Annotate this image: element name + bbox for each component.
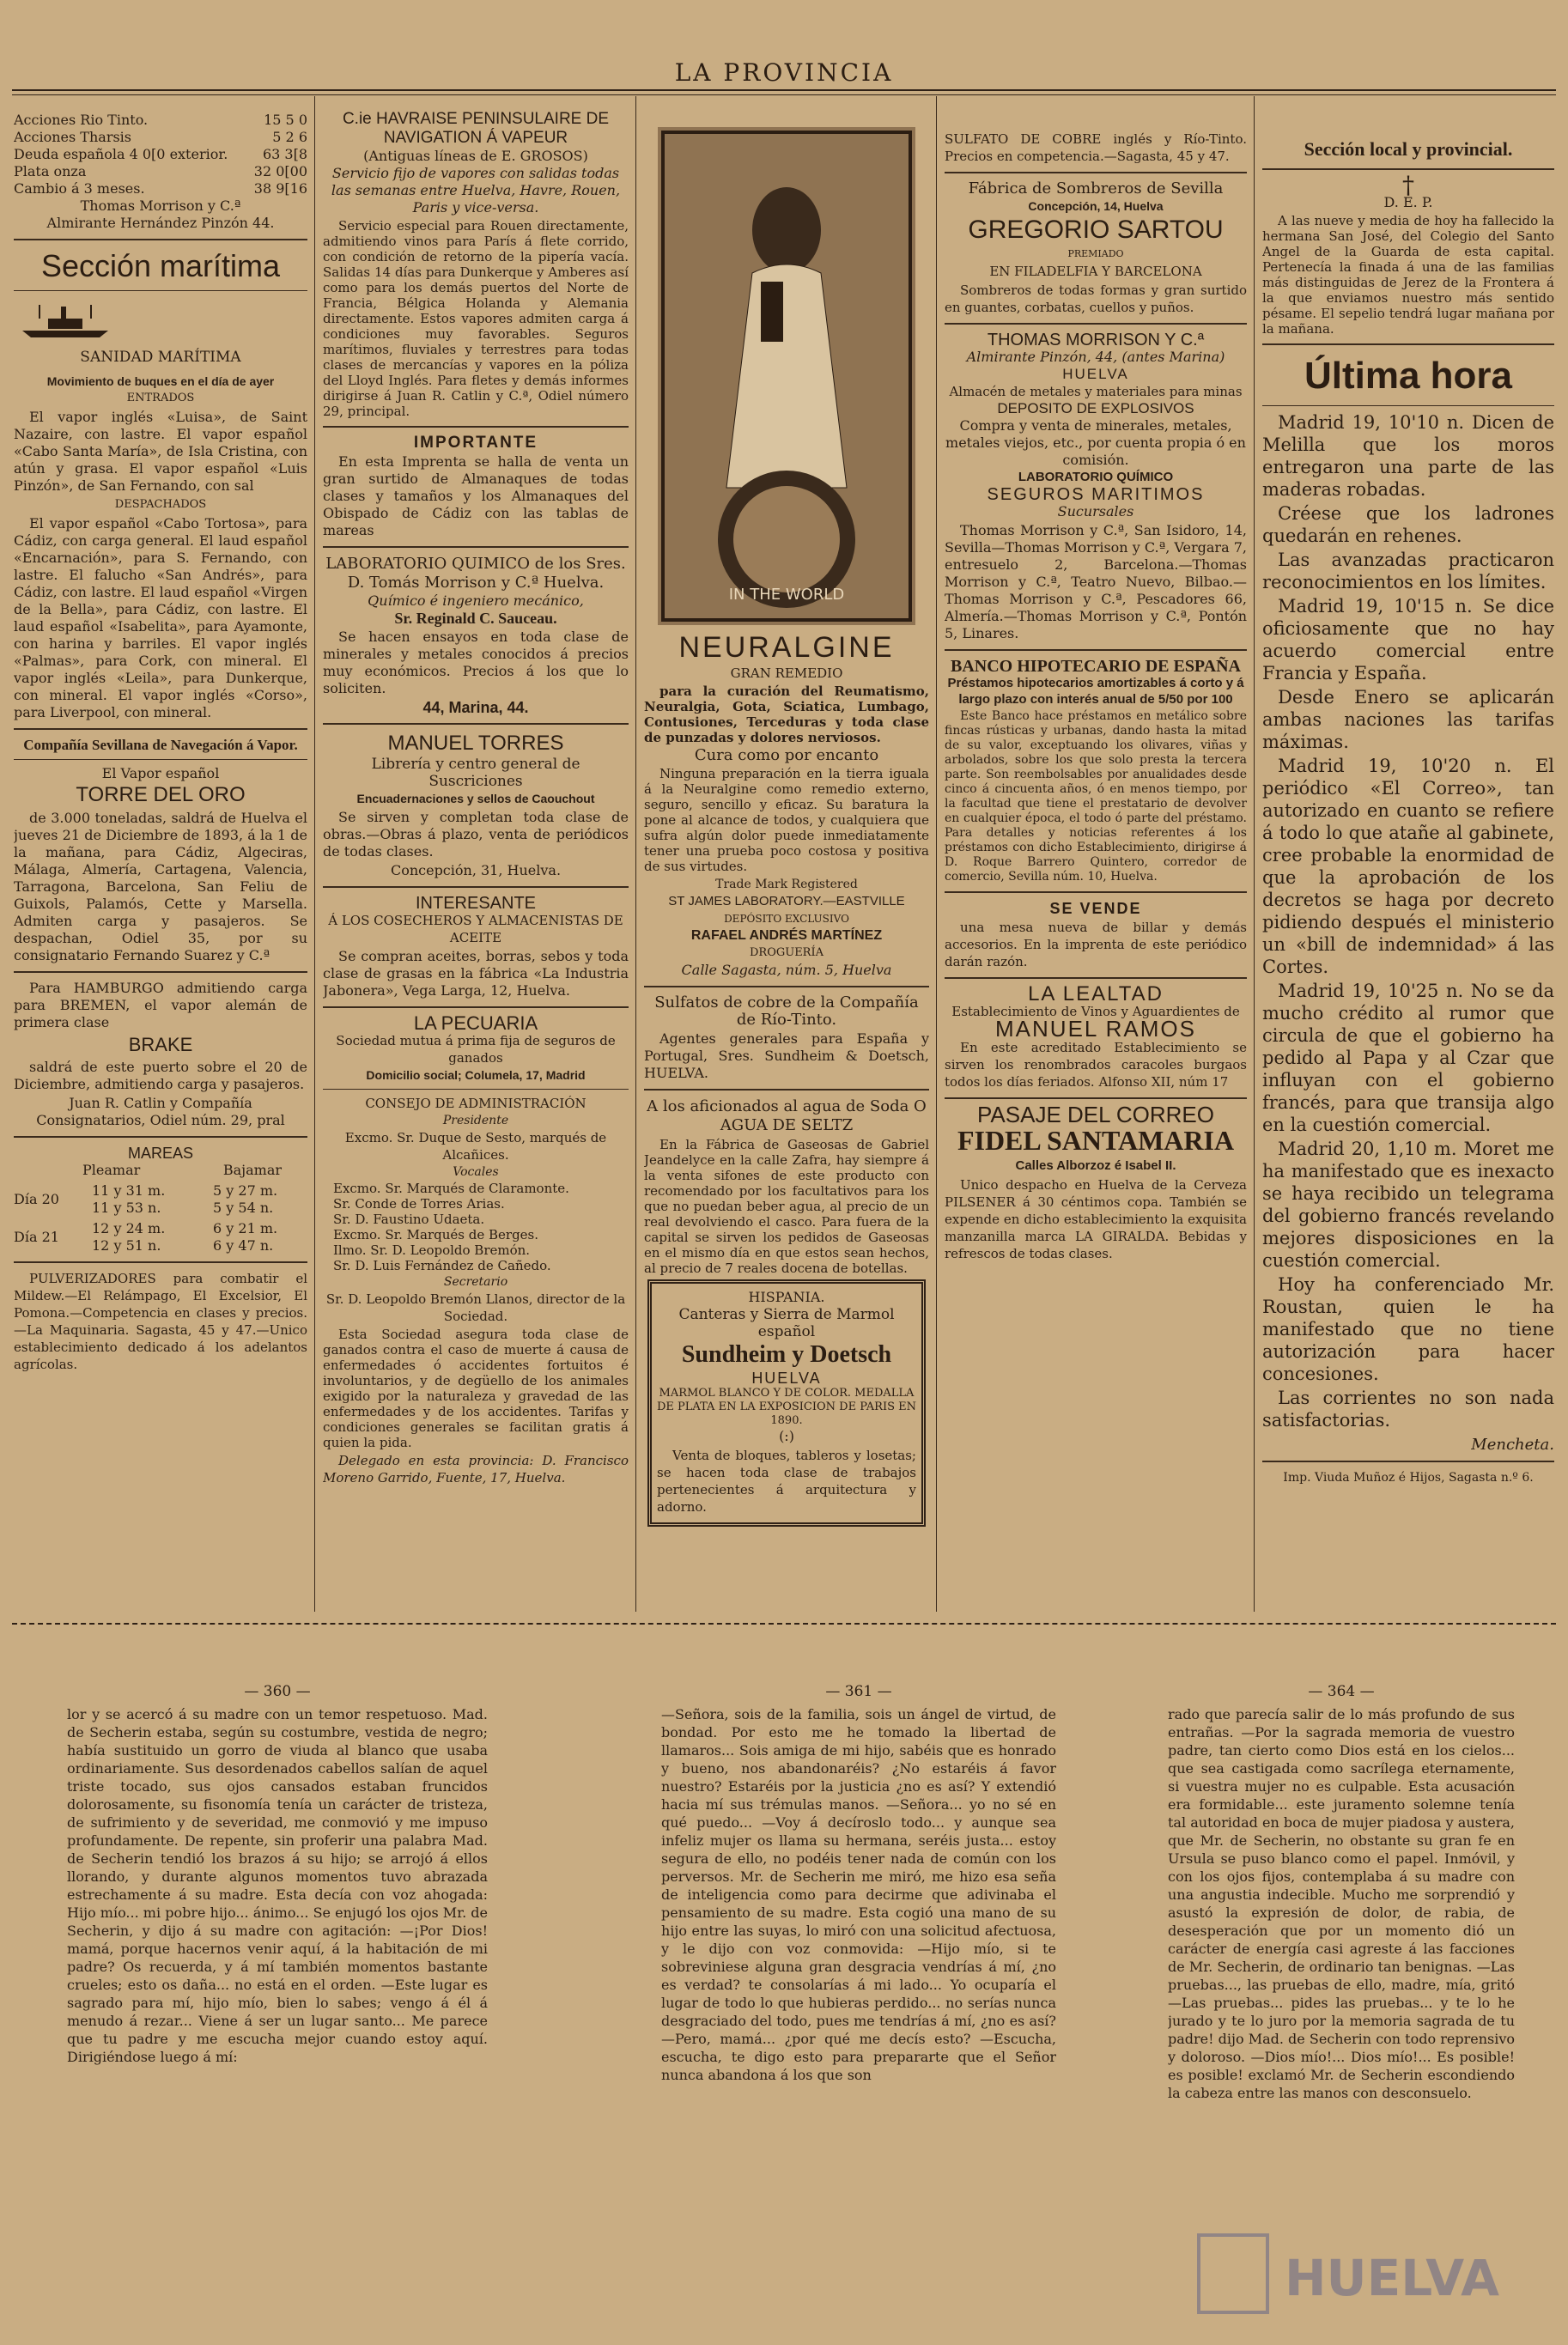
deposito: DEPÓSITO EXCLUSIVO	[724, 913, 849, 925]
tide-value: 12 y 24 m.	[92, 1220, 166, 1236]
pecuaria-sub: Sociedad mutua á prima fija de seguros de ganados	[336, 1033, 616, 1066]
havraise-sub: (Antiguas líneas de E. GROSOS)	[363, 148, 588, 164]
quotes-list	[14, 112, 307, 197]
el-vapor: El Vapor español	[101, 765, 220, 781]
vocal-item: Excmo. Sr. Marqués de Berges.	[333, 1227, 539, 1242]
masthead	[0, 58, 1568, 87]
column-4	[945, 129, 1247, 1608]
trademark: Trade Mark Registered	[715, 878, 858, 891]
column-1	[14, 112, 307, 1610]
dep-heading: D. E. P.	[1383, 194, 1433, 210]
quote-row	[14, 112, 307, 129]
quote-row	[14, 129, 307, 146]
archive-stamp	[1190, 2227, 1551, 2321]
torres-text: Se sirven y completan toda clase de obras.—Obras á plazo, venta de periódicos de todas clases.	[323, 809, 629, 860]
mareas-header	[14, 1162, 307, 1179]
mareas-title: MAREAS	[127, 1145, 194, 1162]
lab-title: LABORATORIO QUIMICO de los Sres. D. Tomás Morrison y C.ª Huelva.	[325, 555, 626, 592]
concepcion: Concepción, 14, Huelva	[1028, 199, 1164, 213]
importante-title: IMPORTANTE	[413, 434, 538, 452]
sevende-title: SE VENDE	[1049, 900, 1142, 917]
news-item: Madrid 20, 1,10 m. Moret me ha manifestado que es inexacto se haya recibido un telegrama del gobierno francés revelando mejores disposiciones en la cuestión comercial.	[1262, 1139, 1554, 1271]
quote-label: Cambio á 3 meses.	[14, 180, 145, 197]
sevende-text: una mesa nueva de billar y demás accesorios. En la imprenta de este periódico darán razón.	[945, 920, 1247, 969]
seguros: SEGUROS MARITIMOS	[987, 485, 1205, 504]
lab-sub: Químico é ingeniero mecánico,	[368, 592, 584, 609]
havraise-service: Servicio fijo de vapores con salidas todas las semanas entre Huelva, Havre, Rouen, Paris y vice-versa.	[331, 165, 621, 216]
ship-icon	[14, 301, 117, 339]
col-divider	[314, 96, 315, 1612]
morrison-title: THOMAS MORRISON Y C.ª	[987, 331, 1205, 349]
vocal-item: Sr. D. Faustino Udaeta.	[333, 1212, 485, 1227]
lab-name: Sr. Reginald C. Sauceau.	[394, 610, 557, 627]
canteras: Canteras y Sierra de Marmol español	[678, 1306, 895, 1340]
sulfatos-title: Sulfatos de cobre de la Compañía de Río-Tinto.	[654, 993, 919, 1029]
quotes-signature: Thomas Morrison y C.ª	[80, 197, 241, 214]
cura-heading: Cura como por encanto	[694, 746, 879, 764]
tide-value: 6 y 21 m.	[213, 1220, 278, 1236]
tide-pleamar	[92, 1220, 195, 1255]
news-item: Madrid 19, 10'15 n. Se dice oficiosamente que no hay acuerdo comercial entre Francia y España.	[1262, 596, 1554, 683]
presidente-name: Excmo. Sr. Duque de Sesto, marqués de Alcañices.	[344, 1130, 607, 1163]
quote-label: Deuda española 4 0[0 exterior.	[14, 146, 228, 162]
brake-title: BRAKE	[128, 1034, 193, 1055]
vocal-item: Sr. D. Luis Fernández de Cañedo.	[333, 1258, 551, 1273]
tide-value: 5 y 54 n.	[213, 1200, 274, 1216]
torres-title: MANUEL TORRES	[387, 732, 564, 755]
cura-text: Ninguna preparación en la tierra iguala á la Neuralgine como remedio externo, seguro, sencillo y eficaz. Su baratura la pone al alcance de todos, y cualquiera que sufra algún dolor puede inmediatamente tener una prueba poco costosa y positiva de sus virtudes.	[644, 766, 929, 874]
lab-text: Se hacen ensayos en toda clase de minerales y metales conocidos á precios muy económicos. Precios á los que lo soliciten.	[323, 629, 629, 696]
vocales-label: Vocales	[453, 1165, 499, 1179]
hispania-ad	[647, 1279, 926, 1527]
column-3	[644, 127, 929, 1608]
quotes-address: Almirante Hernández Pinzón 44.	[46, 215, 275, 231]
signature: Mencheta.	[1471, 1436, 1554, 1454]
quote-label: Plata onza	[14, 163, 87, 179]
lealtad-sub: Establecimiento de Vinos y Aguardientes de	[951, 1004, 1240, 1019]
cross-icon: †	[1402, 171, 1414, 199]
news-item: Hoy ha conferenciado Mr. Roustan, quien le ha manifestado que no tiene autorización para hacer concesiones.	[1262, 1274, 1554, 1384]
news-item: Madrid 19, 10'25 n. No se da mucho crédito al rumor que circula de que el gobierno ha pedido al Papa y al Czar que influyan con el gobierno francés, para que transija algo en la cuestión comercial.	[1262, 981, 1554, 1135]
brake-address: Consignatarios, Odiel núm. 29, pral	[36, 1112, 285, 1128]
interesante-text: Se compran aceites, borras, sebos y toda clase de grasas en la fábrica «La Industria Jabonera», Vega Larga, 12, Huelva.	[323, 948, 629, 999]
folletin-page-360	[67, 1683, 488, 2318]
pleamar-label: Pleamar	[82, 1162, 141, 1178]
movimiento-heading: Movimiento de buques en el día de ayer	[46, 374, 275, 388]
sundheim-title: Sundheim y Doetsch	[681, 1341, 892, 1368]
hispania-title: HISPANIA.	[748, 1289, 825, 1305]
interesante-title: INTERESANTE	[415, 894, 537, 913]
masthead-title: LA PROVINCIA	[674, 58, 894, 87]
masthead-rule	[12, 89, 1556, 91]
tide-value: 12 y 51 n.	[92, 1237, 161, 1254]
sanidad-heading: SANIDAD MARÍTIMA	[80, 349, 241, 366]
banco-title: BANCO HIPOTECARIO DE ESPAÑA	[951, 657, 1241, 676]
sombreros-text: Sombreros de todas formas y gran surtido en guantes, corbatas, cuellos y puños.	[945, 282, 1247, 315]
quote-row	[14, 163, 307, 180]
news-item: Madrid 19, 10'10 n. Dicen de Melilla que los moros entregaron una parte de las maderas robadas.	[1262, 412, 1554, 500]
stjames: ST JAMES LABORATORY.—EASTVILLE	[668, 894, 905, 908]
torres-sub2: Encuadernaciones y sellos de Caouchout	[356, 792, 595, 805]
quote-value: 5 2 6	[272, 129, 307, 145]
vocal-item: Excmo. Sr. Marqués de Claramonte.	[333, 1181, 569, 1196]
tide-value: 11 y 31 m.	[92, 1182, 166, 1199]
almirante: Almirante Pinzón, 44, (antes Marina)	[966, 349, 1225, 365]
folletin-text-360: lor y se acercó á su madre con un temor respetuoso. Mad. de Secherin estaba, según su costumbre, vestida de negro; había sustituido un gorro de viuda al blanco que usaba ordinariamente. Sus desordenados cabellos salían de aquel triste tocado, sus ojos cansados estaban fruncidos dolorosamente, su fisonomía tenía un carácter de tristeza, de sufrimiento y de severidad, me conmovió y me impuso profundamente. De repente, sin proferir una palabra Mad. de Secherin tendió los brazos á su hijo; se arrojó á ellos llorando, y durante algunos momentos tuvo abrazada estrechamente á su madre. Esta decía con voz ahogada: Hijo mío... mi pobre hijo... ánimo... Se enjugó los ojos Mr. de Secherin, y dijo á su madre con agitación: —¡Por Dios! mamá, porque hacernos venir aquí, á la habitación de mi padre? Os recuerda, y á mí también momentos bastante crueles; esto os daña... no está en el orden. —Este lugar es sagrado para mí, hijo mío, bien lo sabes; vengo á él á menudo á rezar... Viene á ser un lugar santo... Me parece que tu padre y me escucha mejor cuando estoy aquí. Dirigiéndose luego á mí:	[67, 1706, 488, 2065]
banco-text: Este Banco hace préstamos en metálico sobre fincas rústicas y urbanas, dando hasta la mitad de su valor, exceptuando los olivares, viñas y arbolados, sobre los que solo presta la tercera parte. Son reembolsables por anualidades desde cinco á cincuenta años, ó en menos tiempo, por la facultad que tiene el prestatario de devolver en cualquier época, el todo ó parte del préstamo. Para detalles y noticias referentes á los préstamos con dicho Establecimiento, dirigirse á D. Roque Barrero Quintero, corredor de comercio, Sevilla núm. 10, Huelva.	[945, 709, 1247, 884]
despachados-heading: DESPACHADOS	[114, 498, 207, 511]
news-item: Créese que los ladrones quedarán en rehenes.	[1262, 503, 1554, 546]
despachados-text: El vapor español «Cabo Tortosa», para Cádiz, con carga general. El laud español «Encarnación», para S. Fernando, con lastre. El falucho «San Andrés», para Cádiz, con lastre. El laud español «Virgen de la Bella», para Cádiz, con lastre. El laud español «Isabelita», para Ayamonte, con harina y barriles. El vapor inglés «Palmas», para Cork, con mineral. El vapor inglés «Leila», para Dunkerque, con mineral. El vapor inglés «Corso», para Liverpool, con mineral.	[14, 515, 307, 720]
news-item: Las corrientes no son nada satisfactorias.	[1262, 1388, 1554, 1431]
stamp-word: HUELVA	[1285, 2249, 1500, 2307]
col-divider	[1254, 96, 1255, 1612]
sulfatos-text: Agentes generales para España y Portugal, Sres. Sundheim & Doetsch, HUELVA.	[644, 1030, 929, 1081]
neuralgine-text: para la curación del Reumatismo, Neuralgia, Gota, Sciatica, Lumbago, Contusiones, Terceduras y toda clase de punzadas y dolores nerviosos.	[644, 683, 929, 745]
havraise-title: C.ie HAVRAISE PENINSULAIRE DE NAVIGATION Á VAPEUR	[342, 110, 610, 147]
page-number: — 360 —	[244, 1683, 311, 1700]
lealtad-text: En este acreditado Establecimiento se sirven los renombrados caracoles burgaos todos los días feriados. Alfonso XII, núm 17	[945, 1040, 1247, 1090]
folletin-text-364: rado que parecía salir de lo más profundo de sus entrañas. —Por la sagrada memoria de vuestro padre, tan cierto como Dios está en los cielos... que sea castigada como sacrílega eternamente, si vuestra mujer no es culpable. Esta acusación era formidable... este juramento solemne tenía tal autoridad en boca de mujer piadosa y austera, que Mr. de Secherin, no obstante su gran fe en Ursula se puso blanco como el papel. Inmóvil, y con los ojos fijos, contemplaba á su madre con una angustia indecible. Mucho me sorprendió y asustó la expresión de dolor, de rabia, de desesperación que por un momento dió un carácter de energía casi agreste á las facciones de Mr. Secherin, de ordinario tan benignas. —Las pruebas..., las pruebas de ello, madre, mía, gritó —Las pruebas... pides las pruebas... y te lo he jurado y te lo juro por la memoria sagrada de tu padre! dijo Mad. de Secherin con todo reprensivo y doloroso. —Dios mío!... Dios mío!... Es posible! es posible! exclamó Mr. de Secherin escondiendo la cabeza entre las manos con desconsuelo.	[1168, 1706, 1515, 2101]
filadelfia: EN FILADELFIA Y BARCELONA	[989, 264, 1202, 279]
imprenta: Imp. Viuda Muñoz é Hijos, Sagasta n.º 6.	[1283, 1471, 1534, 1485]
quote-row	[14, 180, 307, 197]
brake-signature: Juan R. Catlin y Compañía	[69, 1095, 252, 1111]
hamburgo-text: Para HAMBURGO admitiendo carga para BREMEN, el vapor alemán de primera clase	[14, 980, 307, 1030]
interesante-sub: Á LOS COSECHEROS Y ALMACENISTAS DE ACEITE	[328, 913, 623, 945]
laboratorio-quimico: LABORATORIO QUÍMICO	[1018, 470, 1174, 484]
sulfato-text: SULFATO DE COBRE inglés y Río-Tinto. Precios en competencia.—Sagasta, 45 y 47.	[945, 131, 1247, 164]
section-title: Sección marítima	[40, 248, 281, 283]
tides-table	[14, 1182, 307, 1255]
quote-value: 38 9[16	[253, 180, 307, 197]
lealtad-title: LA LEALTAD	[1028, 982, 1164, 1005]
almacen: Almacén de metales y materiales para minas	[949, 384, 1243, 399]
pasaje-text: Unico despacho en Huelva de la Cerveza PILSENER á 30 céntimos copa. También se expende en dicho establecimiento la exquisita manzanilla marca LA GIRALDA. Bebidas y refrescos de todas clases.	[945, 1177, 1247, 1261]
tide-value: 6 y 47 n.	[213, 1237, 274, 1254]
col-divider	[936, 96, 937, 1612]
col-divider	[635, 96, 636, 1612]
marmol: MARMOL BLANCO Y DE COLOR. MEDALLA DE PLATA EN LA EXPOSICION DE PARIS EN 1890.	[657, 1387, 916, 1427]
tide-value: 5 y 27 m.	[213, 1182, 278, 1199]
lab-address: 44, Marina, 44.	[422, 699, 529, 716]
torre-text: de 3.000 toneladas, saldrá de Huelva el jueves 21 de Diciembre de 1893, á la 1 de la mañana, para Cádiz, Algeciras, Málaga, Almería, Cartagena, Valencia, Tarragona, Barcelona, San Feliu de Guixols, Palamós, Cette y Marsella. Admiten carga y pasajeros. Se despachan, Odiel 35, por su consignatario Fernando Suarez y C.ª	[14, 810, 307, 963]
folletin-page-361	[661, 1683, 1056, 2318]
masthead-rule-2	[12, 94, 1556, 95]
calles: Calles Alborzoz é Isabel II.	[1015, 1158, 1176, 1173]
folletin-page-364	[1168, 1683, 1515, 2284]
world-label: IN THE WORLD	[728, 586, 845, 604]
local-section-title: Sección local y provincial.	[1304, 138, 1513, 160]
torre-del-oro: TORRE DEL ORO	[76, 783, 246, 806]
sagasta: Calle Sagasta, núm. 5, Huelva	[681, 962, 892, 978]
vocal-item: Ilmo. Sr. D. Leopoldo Bremón.	[333, 1242, 531, 1258]
page-number: — 364 —	[1308, 1683, 1375, 1700]
secretario-name: Sr. D. Leopoldo Bremón Llanos, director de la Sociedad.	[325, 1291, 626, 1324]
bajamar-label: Bajamar	[222, 1162, 282, 1178]
quote-value: 63 3[8	[262, 146, 307, 162]
news-item: Las avanzadas practicaron reconocimientos en los límites.	[1262, 550, 1554, 592]
gran-remedio: GRAN REMEDIO	[730, 665, 843, 681]
marmol-sep: (:)	[779, 1428, 794, 1444]
tide-day: Día 20	[14, 1191, 59, 1207]
tide-day: Día 21	[14, 1229, 59, 1245]
quote-row	[14, 146, 307, 163]
news-item: Desde Enero se aplicarán ambas naciones las tarifas máximas.	[1262, 687, 1554, 752]
sartou: GREGORIO SARTOU	[968, 216, 1224, 244]
pecuaria-text: Esta Sociedad asegura toda clase de ganados contra el caso de muerte á causa de enfermedades ó accidentes fortuitos é involuntarios, y de degüello de los animales exigido por la naturaleza y gravedad de las enfermedades y de los accidentes. Tarifas y condiciones generales se facilitan gratis á quien la pida.	[323, 1327, 629, 1450]
soda-text: En la Fábrica de Gaseosas de Gabriel Jeandelyce en la calle Zafra, hay siempre á la venta sifones de este producto con recomendado por los facultativos para los que no puedan beber agua, al precio de un real devolviendo el casco. Para fuera de la capital se sirven los pedidos de Gaseosas en el mismo día en que estos sean hechos, al precio de 7 reales docena de botellas.	[644, 1137, 929, 1276]
page-number: — 361 —	[825, 1683, 892, 1700]
column-2	[323, 110, 629, 1608]
tide-value: 11 y 53 n.	[92, 1200, 161, 1216]
sucursales-text: Thomas Morrison y C.ª, San Isidoro, 14, Sevilla—Thomas Morrison y C.ª, Vergara 7, entresuelo 2, Barcelona.—Thomas Morrison y C.ª, Teatro Nuevo, Bilbao.—Thomas Morrison y C.ª, Pescadores 66, Almería.—Thomas Morrison y C.ª, Pontón 5, Linares.	[945, 522, 1247, 641]
column-5	[1262, 137, 1554, 1608]
consejo-title: CONSEJO DE ADMINISTRACIÓN	[365, 1096, 586, 1111]
quote-value: 32 0[00	[253, 163, 307, 179]
pulverizadores-text: PULVERIZADORES para combatir el Mildew.—El Relámpago, El Excelsior, El Pomona.—Competencia en clases y precios.—La Maquinaria. Sagasta, 45 y 47.—Unico establecimiento dedicado á los adelantos agrícolas.	[14, 1271, 307, 1372]
neuralgine-illustration	[658, 127, 915, 625]
aficionados-title: A los aficionados al agua de Soda O AGUA DE SELTZ	[647, 1097, 927, 1134]
folletin-text-361: —Señora, sois de la familia, sois un ángel de virtud, de bondad. Por esto me he tomado la libertad de llamaros... Sois amiga de mi hijo, sabéis que es honrado y bueno, nos abandonaréis? ¿No estaréis á favor nuestro? Estaréis por la justicia ¿no es así? Y extendió hacia mí sus trémulas manos. —Señora... yo no sé en qué puedo... —Voy á decíroslo todo... y aunque sea infeliz mujer os llama su hermana, seréis justa... estoy segura de ello, no podéis tener nada de común con los perversos. Mr. de Secherin me miró, me hizo esa seña de inteligencia como para decirme que adivinaba el pensamiento de su madre. Esta cogió una mano de su hijo entre las suyas, lo miró con una solicitud afectuosa, y le dijo con voz conmovida: —Hijo mío, si te sobreviniese alguna gran desgracia vendrías á mí, ¿no es verdad? te consolarías á mi lado... Yo ocuparía el lugar de todo lo que hubieras perdido... no serías nunca desgraciado del todo, pues me tendrías á mí, ¿no es así? —Pero, mamá... ¿por qué me decís esto? —Escucha, escucha, te digo esto para prepararte que el Señor nunca abandona á los que son	[661, 1706, 1056, 2083]
presidente-label: Presidente	[442, 1114, 509, 1127]
pecuaria-title: LA PECUARIA	[413, 1012, 538, 1034]
fidel-title: FIDEL SANTAMARIA	[957, 1125, 1235, 1156]
morrison-huelva: HUELVA	[1062, 366, 1129, 382]
sucursales-label: Sucursales	[1057, 503, 1134, 519]
entrados-text: El vapor inglés «Luisa», de Saint Nazaire, con lastre. El vapor español «Cabo Santa María», de Isla Cristina, con atún y grasa. El vapor español «Luis Pinzón», de San Fernando, con sal	[14, 409, 307, 494]
vocales-list	[323, 1181, 629, 1273]
quote-label: Acciones Rio Tinto.	[14, 112, 149, 128]
brake-text: saldrá de este puerto sobre el 20 de Diciembre, admitiendo carga y pasajeros.	[14, 1059, 307, 1092]
hispania-huelva: HUELVA	[751, 1370, 822, 1387]
torres-sub: Librería y centro general de Suscriciones	[371, 756, 580, 790]
neuralgine-title: NEURALGINE	[678, 631, 895, 664]
sombreros-title: Fábrica de Sombreros de Sevilla	[968, 179, 1224, 197]
explosivos: DEPOSITO DE EXPLOSIVOS	[997, 400, 1194, 416]
prestamos: Préstamos hipotecarios amortizables á corto y á largo plazo con interés anual de 5/50 por 100	[947, 676, 1244, 707]
tide-pleamar	[92, 1182, 195, 1217]
vocal-item: Sr. Conde de Torres Arias.	[333, 1196, 505, 1212]
entrados-heading: ENTRADOS	[126, 392, 195, 404]
torres-address: Concepción, 31, Huelva.	[390, 862, 562, 878]
compania-heading: Compañía Sevillana de Navegación á Vapor.	[23, 737, 298, 753]
delegado-text: Delegado en esta provincia: D. Francisco Moreno Garrido, Fuente, 17, Huelva.	[323, 1453, 629, 1485]
ramos-title: MANUEL RAMOS	[995, 1016, 1196, 1042]
news-item: Madrid 19, 10'20 n. El periódico «El Correo», tan autorizado en cuanto se refiere á todo lo que atañe al gabinete, cree probable la enormidad de que la aprobación de los decretos se haga por decreto pidiendo después el ministerio un «bill de indemnidad» á las Cortes.	[1262, 756, 1554, 977]
tide-row	[14, 1220, 307, 1255]
havraise-text: Servicio especial para Rouen directamente, admitiendo vinos para París á flete corrido, con condición de retorno de la pipería vacía. Salidas 14 días para Dunkerque y Amberes así como para los demás puertos del Norte de Francia, Bélgica Holanda y Alemania directamente. Estos vapores admiten carga á condiciones muy favorables. Seguros marítimos, fluviales y terrestres para todas clases de mercancías y vapores en la póliza del Lloyd Inglés. Para fletes y demás informes dirigirse á Juan R. Catlin y C.ª, Odiel número 29, principal.	[323, 218, 629, 419]
quote-value: 15 5 0	[264, 112, 307, 128]
importante-text: En esta Imprenta se halla de venta un gran surtido de Almanaques de todas clases y tamaños y los Almanaques del Obispado de Cádiz con las tablas de mareas	[323, 453, 629, 538]
premiado: PREMIADO	[1067, 248, 1124, 259]
secretario-label: Secretario	[443, 1275, 508, 1289]
tide-bajamar	[213, 1182, 307, 1217]
ultima-hora-title: Última hora	[1304, 355, 1513, 397]
tide-bajamar	[213, 1220, 307, 1255]
dep-text: A las nueve y media de hoy ha fallecido la hermana San José, del Colegio del Santo Angel de la Guarda de esta capital. Pertenecía la finada á una de las familias más distinguidas de Jerez de la Frontera á la que enviamos nuestro más sentido pésame. El sepelio tendrá lugar mañana por la mañana.	[1262, 213, 1554, 337]
drogueria: DROGUERÍA	[749, 946, 824, 959]
marmol-text: Venta de bloques, tableros y losetas; se hacen toda clase de trabajos pertenecientes á arquitectura y adorno.	[657, 1448, 916, 1515]
rafael: RAFAEL ANDRÉS MARTÍNEZ	[690, 928, 883, 943]
quote-label: Acciones Tharsis	[14, 129, 131, 145]
pasaje-title: PASAJE DEL CORREO	[977, 1102, 1214, 1127]
news-list	[1262, 411, 1554, 1431]
pecuaria-dom: Domicilio social; Columela, 17, Madrid	[366, 1068, 586, 1082]
folletin-rule	[12, 1623, 1556, 1625]
compra: Compra y venta de minerales, metales, metales viejos, etc., por cuenta propia ó en comisión.	[945, 417, 1246, 468]
tide-row	[14, 1182, 307, 1217]
